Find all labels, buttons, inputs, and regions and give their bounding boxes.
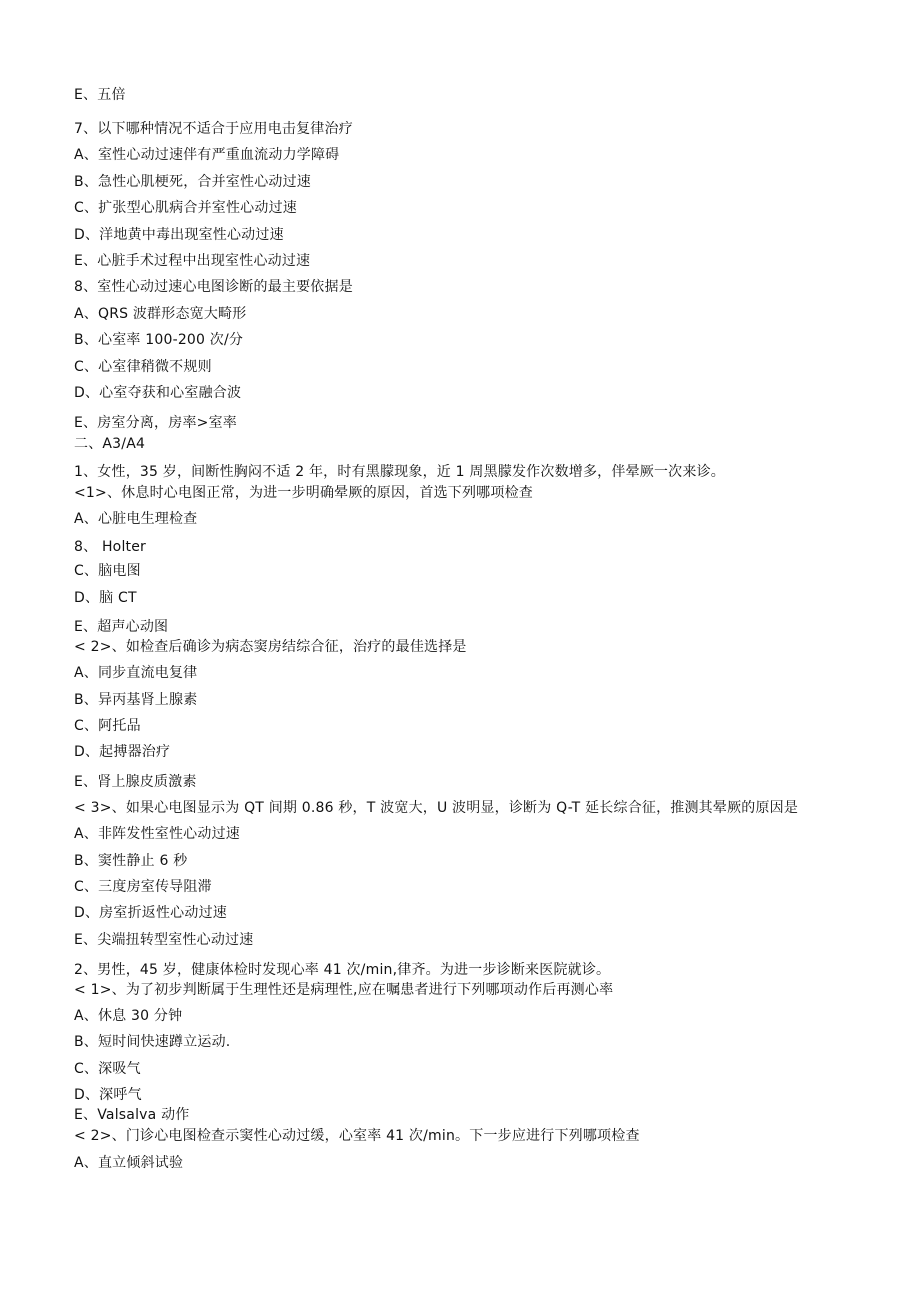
- option-line: C、心室律稍微不规则: [74, 359, 212, 375]
- option-line: B、急性心肌梗死，合并室性心动过速: [74, 174, 312, 190]
- option-line: E、超声心动图: [74, 619, 169, 635]
- option-line: B、心室率 100-200 次/分: [74, 332, 244, 348]
- question-line: < 3>、如果心电图显示为 QT 间期 0.86 秒，T 波宽大，U 波明显，诊断为 Q-T 延长综合征，推测其晕厥的原因是: [74, 800, 799, 816]
- question-line: 7、以下哪种情况不适合于应用电击复律治疗: [74, 121, 353, 137]
- option-line: D、起搏器治疗: [74, 744, 171, 760]
- option-line: D、洋地黄中毒出现室性心动过速: [74, 227, 284, 243]
- case-stem: 1、女性，35 岁，间断性胸闷不适 2 年，时有黑朦现象，近 1 周黑朦发作次数增多，伴晕厥一次来诊。: [74, 464, 725, 480]
- question-line: 8、室性心动过速心电图诊断的最主要依据是: [74, 279, 353, 295]
- option-line: A、同步直流电复律: [74, 665, 198, 681]
- text-line: E、五倍: [74, 87, 126, 103]
- option-line: A、心脏电生理检查: [74, 511, 198, 527]
- question-line: < 2>、门诊心电图检查示窦性心动过缓，心室率 41 次/min。下一步应进行下列哪项检查: [74, 1128, 640, 1144]
- option-line: E、Valsalva 动作: [74, 1107, 190, 1123]
- option-line: E、肾上腺皮质激素: [74, 774, 197, 790]
- option-line: D、脑 CT: [74, 590, 137, 606]
- option-line: D、深呼气: [74, 1087, 142, 1103]
- option-line: B、短时间快速蹲立运动.: [74, 1034, 231, 1050]
- option-line: E、尖端扭转型室性心动过速: [74, 932, 254, 948]
- option-line: 8、 Holter: [74, 539, 146, 555]
- section-heading: 二、A3/A4: [74, 436, 146, 452]
- option-line: A、QRS 波群形态宽大畸形: [74, 306, 247, 322]
- option-line: C、三度房室传导阻滞: [74, 879, 212, 895]
- option-line: B、窦性静止 6 秒: [74, 853, 188, 869]
- option-line: B、异丙基肾上腺素: [74, 692, 198, 708]
- question-line: < 2>、如检查后确诊为病态窦房结综合征，治疗的最佳选择是: [74, 639, 467, 655]
- option-line: C、扩张型心肌病合并室性心动过速: [74, 200, 297, 216]
- option-line: A、休息 30 分钟: [74, 1008, 183, 1024]
- option-line: A、非阵发性室性心动过速: [74, 826, 240, 842]
- case-stem: 2、男性，45 岁，健康体检时发现心率 41 次/min,律齐。为进一步诊断来医院就诊。: [74, 962, 611, 978]
- option-line: A、直立倾斜试验: [74, 1155, 184, 1171]
- option-line: D、心室夺获和心室融合波: [74, 385, 242, 401]
- option-line: C、深吸气: [74, 1061, 141, 1077]
- option-line: A、室性心动过速伴有严重血流动力学障碍: [74, 147, 340, 163]
- option-line: C、阿托品: [74, 718, 141, 734]
- question-line: < 1>、为了初步判断属于生理性还是病理性,应在嘱患者进行下列哪项动作后再测心率: [74, 982, 614, 998]
- option-line: D、房室折返性心动过速: [74, 905, 227, 921]
- option-line: E、心脏手术过程中出现室性心动过速: [74, 253, 311, 269]
- option-line: E、房室分离，房率>室率: [74, 415, 237, 431]
- question-line: <1>、休息时心电图正常，为进一步明确晕厥的原因，首选下列哪项检查: [74, 485, 533, 501]
- option-line: C、脑电图: [74, 563, 141, 579]
